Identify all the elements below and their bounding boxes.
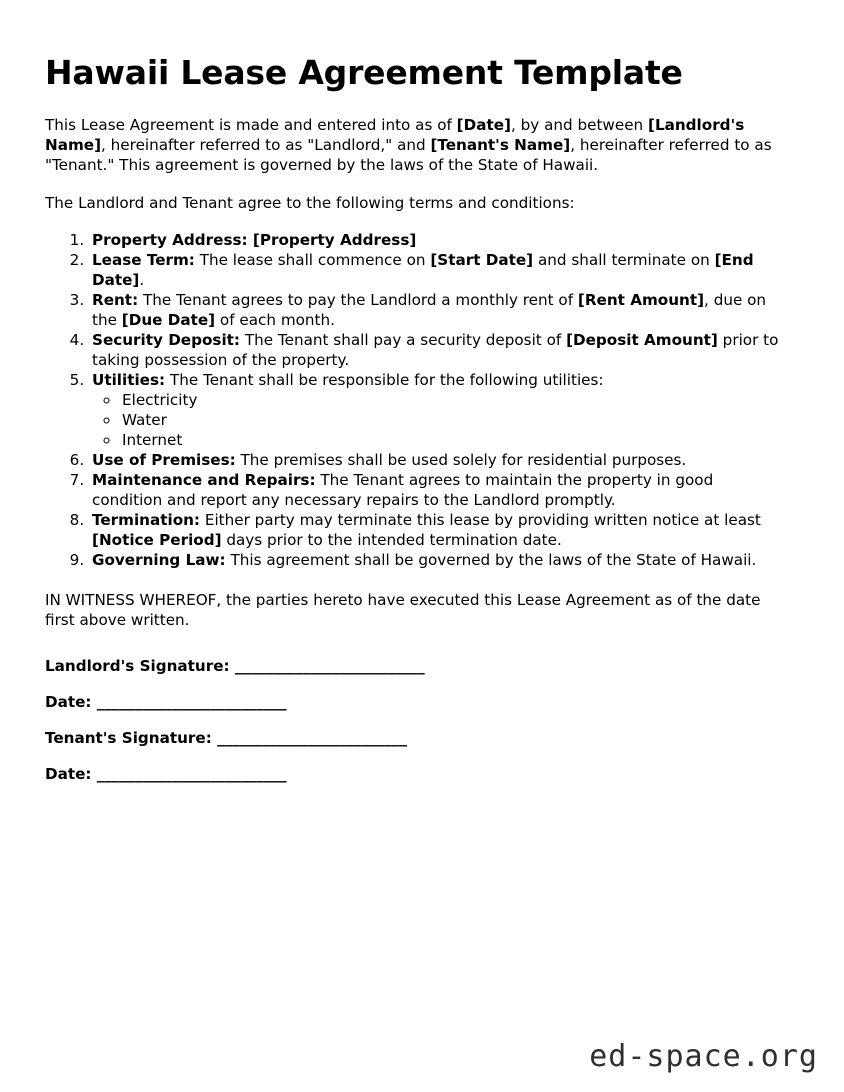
term-item-governing-law (89, 550, 783, 570)
term-text-8a: This agreement shall be governed by the laws of the State of Hawaii. (225, 550, 757, 569)
witness-paragraph: IN WITNESS WHEREOF, the parties hereto have executed this Lease Agreement as of the date first above written. (45, 590, 761, 629)
term-item-utilities (89, 370, 783, 450)
term-label-rent: Rent: (92, 290, 139, 309)
terms-lead-in: The Landlord and Tenant agree to the following terms and conditions: (45, 193, 575, 212)
term-label-property-address: Property Address: [Property Address] (92, 230, 417, 249)
intro-segment-1: This Lease Agreement is made and entered into as of (45, 115, 457, 134)
page-title: Hawaii Lease Agreement Template (45, 53, 683, 92)
placeholder-date: [Date] (456, 115, 511, 134)
placeholder-notice-period: [Notice Period] (92, 530, 222, 549)
term-text-1c: . (139, 270, 145, 289)
tenant-date-label: Date: (45, 764, 97, 783)
document-content (45, 0, 783, 784)
term-label-governing-law: Governing Law: (92, 550, 226, 569)
term-text-3a: The Tenant shall pay a security deposit of (240, 330, 567, 349)
term-item-termination (89, 510, 783, 550)
term-text-2a: The Tenant agrees to pay the Landlord a monthly rent of (138, 290, 578, 309)
term-label-maintenance-and-repairs: Maintenance and Repairs: (92, 470, 316, 489)
tenant-date-line (45, 764, 783, 784)
term-item-property-address (89, 230, 783, 250)
term-label-lease-term: Lease Term: (92, 250, 195, 269)
term-text-3b: prior to taking possession of the property. (92, 330, 779, 369)
term-item-lease-term (89, 250, 783, 290)
placeholder-landlord-name: [Landlord's Name] (45, 115, 745, 154)
landlord-signature-field[interactable]: _________________________ (234, 656, 425, 675)
intro-segment-3: , hereinafter referred to as "Landlord," and (101, 135, 431, 154)
landlord-signature-label: Landlord's Signature: (45, 656, 235, 675)
tenant-signature-line (45, 728, 783, 764)
term-text-1b: and shall terminate on (533, 250, 715, 269)
landlord-signature-line (45, 656, 783, 692)
placeholder-rent-amount: [Rent Amount] (577, 290, 705, 309)
placeholder-due-date: [Due Date] (121, 310, 216, 329)
placeholder-end-date: [End Date] (92, 250, 754, 289)
term-text-5a: The premises shall be used solely for residential purposes. (235, 450, 687, 469)
utilities-list (92, 390, 783, 450)
term-text-7a: Either party may terminate this lease by providing written notice at least (200, 510, 761, 529)
utility-item-water: ◦ Water (120, 410, 783, 430)
term-item-security-deposit (89, 330, 783, 370)
placeholder-start-date: [Start Date] (430, 250, 534, 269)
landlord-date-label: Date: (45, 692, 97, 711)
term-label-utilities: Utilities: (92, 370, 166, 389)
tenant-signature-label: Tenant's Signature: (45, 728, 218, 747)
utility-item-internet: ◦ Internet (120, 430, 783, 450)
term-text-4a: The Tenant shall be responsible for the following utilities: (165, 370, 604, 389)
term-item-rent (89, 290, 783, 330)
landlord-date-line (45, 692, 783, 728)
term-text-1a: The lease shall commence on (194, 250, 431, 269)
term-label-use-of-premises: Use of Premises: (92, 450, 236, 469)
term-label-termination: Termination: (92, 510, 201, 529)
term-text-2b: , due on the (92, 290, 767, 329)
term-item-maintenance-and-repairs (89, 470, 783, 510)
placeholder-deposit-amount: [Deposit Amount] (566, 330, 718, 349)
tenant-date-field[interactable]: _________________________ (96, 764, 287, 783)
intro-segment-2: , by and between (510, 115, 648, 134)
term-text-7b: days prior to the intended termination date. (221, 530, 562, 549)
terms-list (45, 213, 783, 570)
term-item-use-of-premises (89, 450, 783, 470)
signature-block (45, 630, 783, 784)
placeholder-tenant-name: [Tenant's Name] (430, 135, 571, 154)
site-watermark: ed-space.org (589, 1039, 818, 1074)
landlord-date-field[interactable]: _________________________ (96, 692, 287, 711)
utility-item-electricity: ◦ Electricity (120, 390, 783, 410)
term-label-security-deposit: Security Deposit: (92, 330, 240, 349)
term-text-2c: of each month. (215, 310, 335, 329)
tenant-signature-field[interactable]: _________________________ (217, 728, 407, 747)
intro-segment-4: , hereinafter referred to as "Tenant." This agreement is governed by the laws of the State of Hawaii. (45, 135, 772, 174)
term-text-6a: The Tenant agrees to maintain the property in good condition and report any necessary repairs to the Landlord promptly. (92, 470, 714, 509)
intro-paragraph (45, 93, 783, 175)
